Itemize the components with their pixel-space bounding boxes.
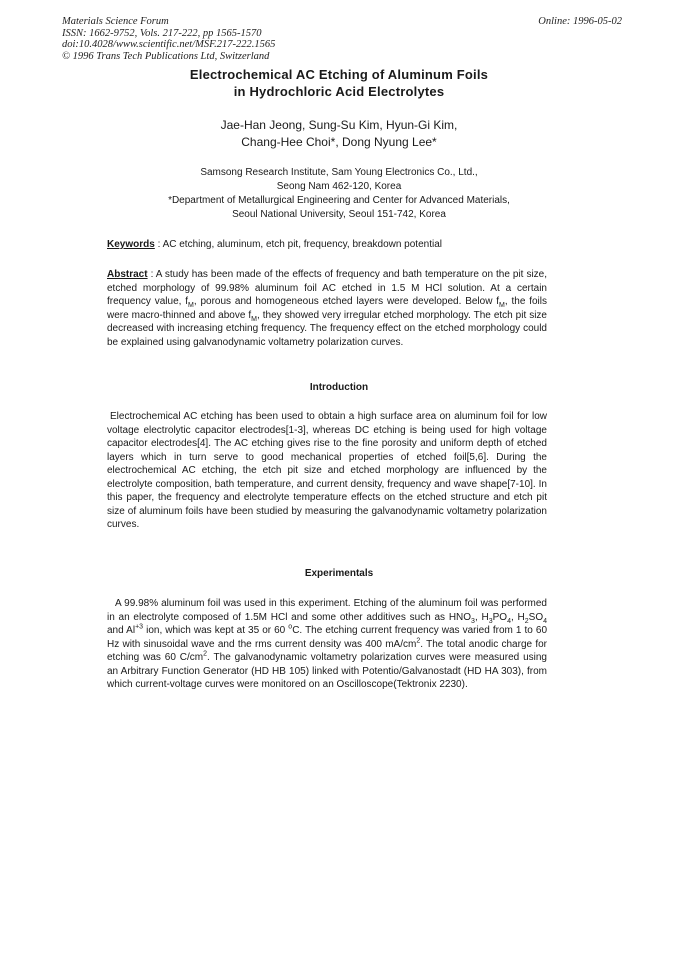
- body-text: PO: [492, 611, 508, 623]
- subscript: M: [251, 315, 258, 323]
- abstract-text: , porous and homogeneous etched layers were developed. Below f: [193, 296, 500, 307]
- subscript: 3: [488, 617, 493, 625]
- superscript: 2: [203, 650, 208, 658]
- body-text: ion, which was kept at 35 or 60: [143, 625, 289, 636]
- subscript: 2: [524, 617, 529, 625]
- copyright-line: © 1996 Trans Tech Publications Ltd, Switzerland: [62, 50, 270, 62]
- keywords-paragraph: [107, 238, 547, 252]
- superscript: +3: [135, 623, 144, 631]
- body-text: . The total anodic charge for etching was 60 C/cm: [107, 638, 548, 663]
- body-text: . The galvanodynamic voltametry polarization curves were measured using an Arbitrary Function Generator (HD HB 105) linked with Potentio/Galvanostadt (HD HA 303), from which current-voltage curves were monitored on an Oscilloscope(Tektronix 2230).: [107, 652, 547, 690]
- experimentals-heading: Experimentals: [304, 568, 374, 579]
- keywords-text: : AC etching, aluminum, etch pit, frequency, breakdown potential: [154, 239, 442, 250]
- abstract-text: : A study has been made of the effects of frequency and bath temperature on the pit size, etched morphology of 99.98% aluminum foil AC etched in 1.5 M HCl solution. At a certain frequency value, f: [107, 269, 547, 307]
- authors-line-2: Chang-Hee Choi*, Dong Nyung Lee*: [241, 135, 437, 149]
- body-text: A 99.98% aluminum foil was used in this experiment. Etching of the aluminum foil was performed in an electrolyte composed of 1.5M HCl and some other additives such as HNO: [107, 598, 547, 623]
- body-text: , H: [510, 611, 525, 623]
- title-line-2: in Hydrochloric Acid Electrolytes: [233, 84, 445, 99]
- introduction-heading: Introduction: [309, 382, 369, 393]
- journal-name: Materials Science Forum: [62, 16, 169, 27]
- issn-line: ISSN: 1662-9752, Vols. 217-222, pp 1565-1570: [62, 27, 262, 39]
- subscript: M: [188, 302, 194, 309]
- body-text: C. The etching current frequency was varied from 1 to 60 Hz with sinusoidal wave and the rms current density was 400 mA/cm: [107, 625, 547, 650]
- body-text: , H: [474, 611, 489, 623]
- affiliation-line-4: Seoul National University, Seoul 151-742, Korea: [232, 209, 446, 220]
- author-list: [0, 117, 678, 151]
- abstract-label: Abstract: [107, 269, 148, 280]
- affiliations: [0, 166, 678, 222]
- subscript: 4: [543, 617, 548, 625]
- experimentals-paragraph: [107, 597, 547, 692]
- subscript: 3: [471, 617, 475, 625]
- abstract-paragraph: [107, 268, 547, 349]
- affiliation-line-2: Seong Nam 462-120, Korea: [276, 181, 402, 192]
- affiliation-line-1: Samsong Research Institute, Sam Young Electronics Co., Ltd.,: [200, 167, 478, 178]
- doi-line[interactable]: doi:10.4028/www.scientific.net/MSF.217-222.1565: [62, 39, 276, 50]
- abstract-text: , the foils were macro-thinned and above f: [107, 296, 548, 321]
- affiliation-line-3: *Department of Metallurgical Engineering and Center for Advanced Materials,: [168, 195, 510, 206]
- abstract-text: , they showed very irregular etched morphology. The etch pit size decreased with increasing etching frequency. The frequency effect on the etched morphology could be explained using galvanodynamic voltametry polarization curves.: [107, 309, 547, 348]
- subscript: 4: [507, 617, 511, 625]
- paper-title: [0, 66, 678, 100]
- keywords-label: Keywords: [107, 239, 155, 250]
- title-line-1: Electrochemical AC Etching of Aluminum Foils: [189, 67, 489, 82]
- publication-header: [62, 16, 622, 62]
- superscript: o: [288, 623, 293, 631]
- authors-line-1: Jae-Han Jeong, Sung-Su Kim, Hyun-Gi Kim,: [220, 118, 458, 132]
- subscript: M: [499, 302, 505, 309]
- online-date: Online: 1996-05-02: [538, 16, 622, 27]
- body-text: SO: [528, 611, 544, 623]
- superscript: 2: [416, 637, 421, 645]
- body-text: and Al: [107, 625, 136, 636]
- introduction-paragraph: Electrochemical AC etching has been used to obtain a high surface area on aluminum foil for low voltage electrolytic capacitor electrodes[1-3], whereas DC etching is being used for high voltage capacitor electrodes[4]. The AC etching gives rise to the fine porosity and uniform depth of etched layers which in turn serve to good mechanical properties of etched foil[5,6]. During the electrochemical AC etching, the etch pit size and etched morphology are influenced by the electrolyte composition, bath temperature, and current density, frequency and wave shape[7-10]. In this paper, the frequency and electrolyte temperature effects on the etched structure and etch pit size of aluminum foils have been studied by measuring the galvanodynamic voltametry polarization curves.: [107, 411, 547, 530]
